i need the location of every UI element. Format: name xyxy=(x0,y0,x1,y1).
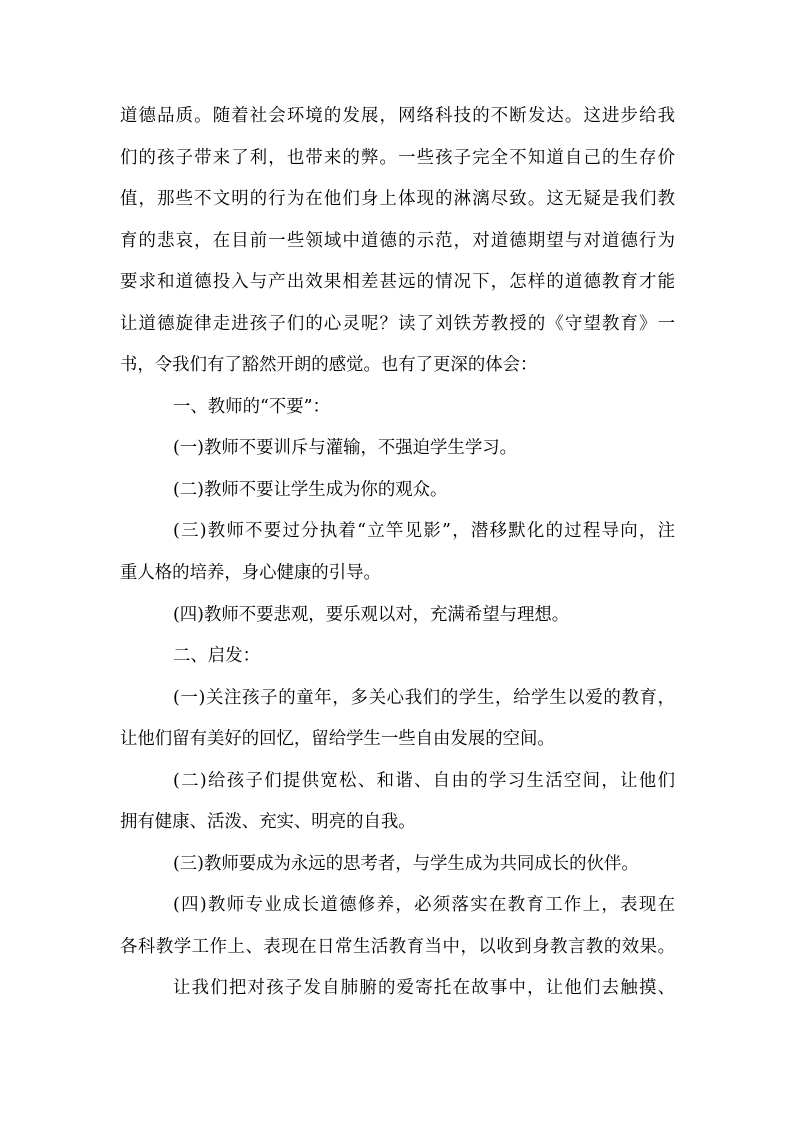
list-item: (一)教师不要训斥与灌输，不强迫学生学习。 xyxy=(173,438,517,459)
section-heading: 二、启发： xyxy=(173,646,260,667)
list-item-continuation: 各科教学工作上、表现在日常生活教育当中，以收到身教言教的效果。 xyxy=(120,936,675,957)
text-line: 道德品质。随着社会环境的发展，网络科技的不断发达。这进步给我 xyxy=(120,106,675,126)
list-item: (二)教师不要让学生成为你的观众。 xyxy=(173,479,448,500)
text-line: 要求和道德投入与产出效果相差甚远的情况下，怎样的道德教育才能 xyxy=(120,272,675,293)
list-item: (二)给孩子们提供宽松、和谐、自由的学习生活空间，让他们 xyxy=(173,770,675,791)
text-line: 书，令我们有了豁然开朗的感觉。也有了更深的体会： xyxy=(120,355,538,376)
paragraph-start: 让我们把对孩子发自肺腑的爱寄托在故事中，让他们去触摸、 xyxy=(173,978,675,999)
list-item: (四)教师不要悲观，要乐观以对，充满希望与理想。 xyxy=(173,604,570,625)
list-item: (四)教师专业成长道德修养，必须落实在教育工作上，表现在 xyxy=(173,895,675,916)
list-item: (三)教师要成为永远的思考者，与学生成为共同成长的伙伴。 xyxy=(173,853,639,874)
list-item: (一)关注孩子的童年，多关心我们的学生，给学生以爱的教育， xyxy=(173,687,675,708)
list-item-continuation: 重人格的培养，身心健康的引导。 xyxy=(120,563,381,584)
list-item-continuation: 拥有健康、活泼、充实、明亮的自我。 xyxy=(120,812,416,833)
section-heading: 一、教师的“不要”： xyxy=(173,396,330,417)
text-line: 值，那些不文明的行为在他们身上体现的淋漓尽致。这无疑是我们教 xyxy=(120,189,675,210)
text-line: 育的悲哀，在目前一些领域中道德的示范，对道德期望与对道德行为 xyxy=(120,230,675,251)
list-item: (三)教师不要过分执着“立竿见影”，潜移默化的过程导向，注 xyxy=(173,521,675,542)
text-line: 让道德旋律走进孩子们的心灵呢？读了刘铁芳教授的《守望教育》一 xyxy=(120,313,675,334)
document-body xyxy=(120,96,675,1010)
text-line: 们的孩子带来了利，也带来的弊。一些孩子完全不知道自己的生存价 xyxy=(120,147,675,168)
list-item-continuation: 让他们留有美好的回忆，留给学生一些自由发展的空间。 xyxy=(120,729,555,750)
